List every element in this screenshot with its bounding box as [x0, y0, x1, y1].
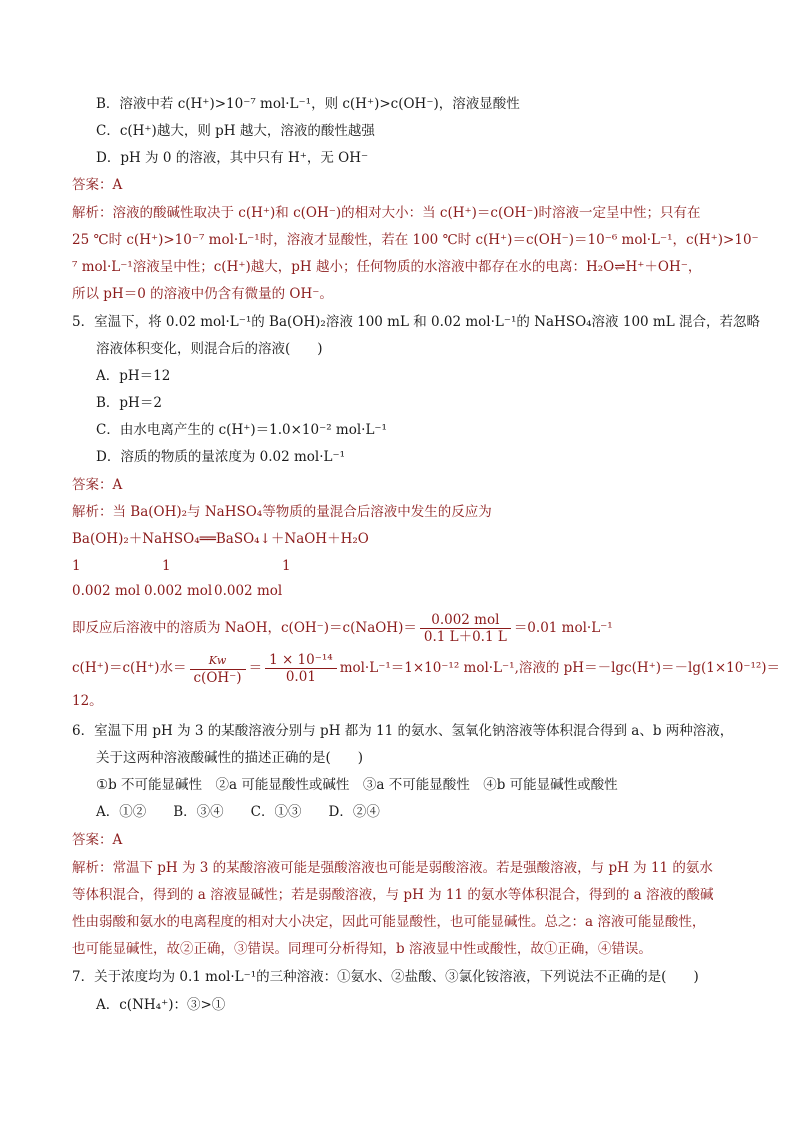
- q5-calc-h-result: mol·L⁻¹＝1×10⁻¹² mol·L⁻¹,溶液的 pH＝－lgc(H⁺)＝－lg(1×10⁻¹²)＝: [339, 660, 781, 676]
- q5-calc-oh-prefix: 即反应后溶液中的溶质为 NaOH，c(OH⁻)＝c(NaOH)＝: [72, 620, 417, 636]
- q6-stem: 关于这两种溶液酸碱性的描述正确的是( ): [96, 750, 364, 766]
- fraction-denominator: 0.01: [285, 669, 316, 685]
- fraction-denominator: 0.1 L＋0.1 L: [423, 629, 507, 645]
- q5-coefficient: 1: [282, 558, 291, 574]
- fraction-numerator: 1 × 10⁻¹⁴: [265, 652, 337, 669]
- q5-calc-h-fraction-kw: [190, 652, 246, 686]
- fraction-denominator: c(OH⁻): [193, 669, 242, 686]
- fraction-numerator: 0.002 mol: [420, 612, 511, 629]
- q4-analysis-line: 解析：溶液的酸碱性取决于 c(H⁺)和 c(OH⁻)的相对大小：当 c(H⁺)＝c(OH⁻)时溶液一定呈中性；只有在: [72, 205, 701, 221]
- q5-stem: 溶液体积变化，则混合后的溶液( ): [96, 341, 323, 357]
- q7-option-a: A．c(NH₄⁺)：③>①: [96, 997, 226, 1013]
- q6-analysis-line: 性由弱酸和氨水的电离程度的相对大小决定，因此可能显酸性，也可能显碱性。总之：a 溶液可能显酸性，: [72, 914, 706, 930]
- q6-analysis-line: 解析：常温下 pH 为 3 的某酸溶液可能是强酸溶液也可能是弱酸溶液。若是强酸溶液，与 pH 为 11 的氨水: [72, 860, 713, 876]
- q4-option-d: D．pH 为 0 的溶液，其中只有 H⁺，无 OH⁻: [96, 150, 369, 166]
- q5-calc-h: c(H⁺)＝c(H⁺)水＝ $\frac{Kw}{c(OH^-)}$ ＝ $\frac{\text{1 × 10⁻¹⁴}}{0.01}$ mol·L⁻¹＝1×10⁻¹² mol·L⁻¹,溶液的 pH＝－lgc(H⁺)＝－lg(1×10⁻¹²)＝: [72, 652, 781, 686]
- q5-answer: 答案：A: [72, 477, 123, 493]
- fraction-numerator: [190, 652, 246, 670]
- q5-calc-oh: [72, 608, 613, 648]
- q4-analysis-line: 25 ℃时 c(H⁺)>10⁻⁷ mol·L⁻¹时，溶液才显酸性，若在 100 ℃时 c(H⁺)＝c(OH⁻)＝10⁻⁶ mol·L⁻¹，c(H⁺)>10⁻: [72, 232, 759, 248]
- q4-analysis-line: 所以 pH＝0 的溶液中仍含有微量的 OH⁻。: [72, 286, 333, 302]
- q5-coefficient: 1: [162, 558, 171, 574]
- q7-stem: 7．关于浓度均为 0.1 mol·L⁻¹的三种溶液：①氨水、②盐酸、③氯化铵溶液，下列说法不正确的是( ): [72, 969, 699, 985]
- q5-calc-h-end: 12。: [72, 693, 103, 709]
- q5-analysis-line: 解析：当 Ba(OH)₂与 NaHSO₄等物质的量混合后溶液中发生的反应为: [72, 504, 492, 520]
- q5-calc-h-prefix: c(H⁺)＝c(H⁺)水＝: [72, 660, 187, 676]
- q5-amount: 0.002 mol: [72, 583, 141, 599]
- q6-analysis-line: 等体积混合，得到的 a 溶液显碱性；若是弱酸溶液，与 pH 为 11 的氨水等体积混合，得到的 a 溶液的酸碱: [72, 887, 714, 903]
- q5-option-b: B．pH＝2: [96, 395, 162, 411]
- kw-symbol: Kw: [208, 653, 227, 667]
- q5-calc-h-fraction-value: [265, 652, 337, 685]
- q4-analysis-line: ⁷ mol·L⁻¹溶液呈中性；c(H⁺)越大，pH 越小；任何物质的水溶液中都存在水的电离：H₂O⇌H⁺＋OH⁻，: [72, 259, 702, 275]
- q5-stem: 5．室温下，将 0.02 mol·L⁻¹的 Ba(OH)₂溶液 100 mL 和 0.02 mol·L⁻¹的 NaHSO₄溶液 100 mL 混合，若忽略: [72, 314, 760, 330]
- q4-option-b: B．溶液中若 c(H⁺)>10⁻⁷ mol·L⁻¹，则 c(H⁺)>c(OH⁻)，溶液显酸性: [96, 96, 520, 112]
- q5-coefficient: 1: [72, 558, 81, 574]
- q6-analysis-line: 也可能显碱性，故②正确，③错误。同理可分析得知，b 溶液显中性或酸性，故①正确，④错误。: [72, 941, 652, 957]
- q5-option-a: A．pH＝12: [96, 368, 171, 384]
- q5-reaction-equation: Ba(OH)₂＋NaHSO₄══BaSO₄↓＋NaOH＋H₂O: [72, 531, 369, 547]
- q5-amount: 0.002 mol: [144, 583, 213, 599]
- q4-answer: 答案：A: [72, 177, 123, 193]
- q5-amount: 0.002 mol: [214, 583, 283, 599]
- q5-calc-oh-result: ＝0.01 mol·L⁻¹: [513, 620, 613, 636]
- q6-statements: ①b 不可能显碱性 ②a 可能显酸性或碱性 ③a 不可能显酸性 ④b 可能显碱性或酸性: [96, 777, 618, 793]
- q5-option-c: C．由水电离产生的 c(H⁺)＝1.0×10⁻² mol·L⁻¹: [96, 422, 387, 438]
- q5-option-d: D．溶质的物质的量浓度为 0.02 mol·L⁻¹: [96, 449, 346, 465]
- q5-calc-oh-fraction: [420, 612, 511, 645]
- q6-stem: 6．室温下用 pH 为 3 的某酸溶液分别与 pH 都为 11 的氨水、氢氧化钠溶液等体积混合得到 a、b 两种溶液，: [72, 723, 734, 739]
- q6-answer: 答案：A: [72, 832, 123, 848]
- q4-option-c: C．c(H⁺)越大，则 pH 越大，溶液的酸性越强: [96, 123, 375, 139]
- q6-options: A．①② B．③④ C．①③ D．②④: [96, 804, 380, 820]
